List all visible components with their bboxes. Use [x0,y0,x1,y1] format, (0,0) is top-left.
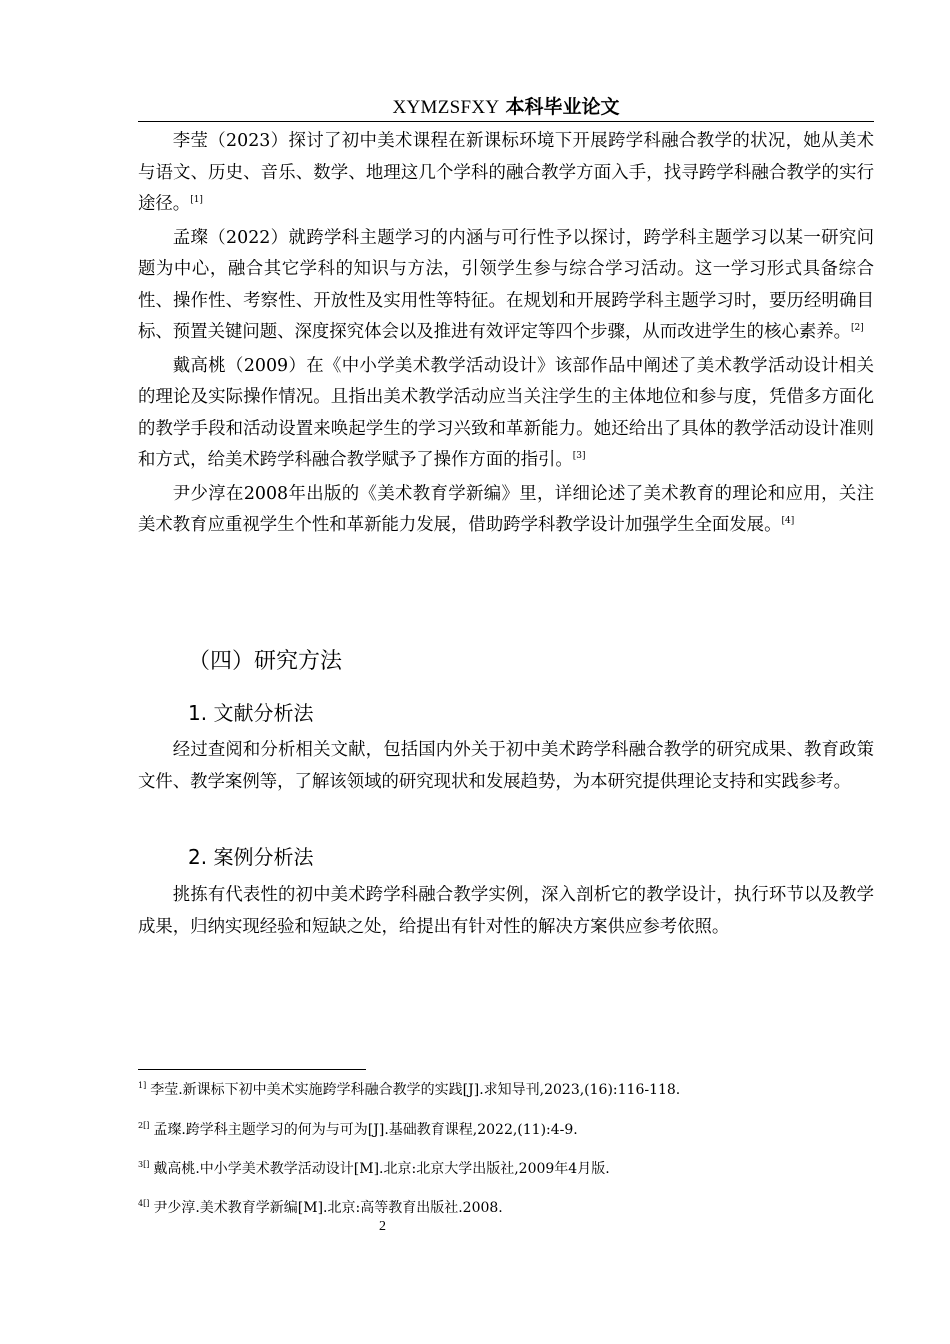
footnote-text: 尹少淳.美术教育学新编[M].北京:高等教育出版社.2008. [153,1200,503,1216]
citation-ref: [1] [190,195,203,206]
footnote-mark: 1] [138,1081,147,1091]
footnote-1 [138,1080,874,1100]
citation-ref: [3] [572,451,586,462]
subsection-heading-1: 1. 文献分析法 [188,701,314,725]
paragraph-text: 孟璨（2022）就跨学科主题学习的内涵与可行性予以探讨，跨学科主题学习以某一研究问题为中心，融合其它学科的知识与方法，引领学生参与综合学习活动。这一学习形式具备综合性、操作性、考察性、开放性及实用性等特征。在规划和开展跨学科主题学习时，要历经明确目标、预置关键问题、深度探究体会以及推进有效评定等四个步骤，从而改进学生的核心素养。 [138,227,874,342]
section-heading: （四）研究方法 [188,649,343,674]
footnote-mark: 4[] [138,1199,150,1209]
subsection-body-2 [138,880,874,943]
page-number: 2 [379,1219,386,1234]
footnote-text: 戴高桃.中小学美术教学活动设计[M].北京:北京大学出版社,2009年4月版. [153,1161,610,1177]
paragraph-text: 李莹（2023）探讨了初中美术课程在新课标环境下开展跨学科融合教学的状况，她从美术与语文、历史、音乐、数学、地理这几个学科的融合教学方面入手，找寻跨学科融合教学的实行途径。 [138,131,874,214]
header-school-code: XYMZSFXY [392,97,500,118]
footnote-2 [138,1120,874,1140]
review-paragraph-4 [138,479,874,542]
citation-ref: [2] [851,323,864,334]
header-title: 本科毕业论文 [505,96,620,118]
paragraph-text: 戴高桃（2009）在《中小学美术教学活动设计》该部作品中阐述了美术教学活动设计相关的理论及实际操作情况。且指出美术教学活动应当关注学生的主体地位和参与度，凭借多方面化的教学手段和活动设置来唤起学生的学习兴致和革新能力。她还给出了具体的教学活动设计准则和方式，给美术跨学科融合教学赋予了操作方面的指引。 [138,355,874,470]
footnote-text: 李莹.新课标下初中美术实施跨学科融合教学的实践[J].求知导刊,2023,(16):116-118. [150,1082,681,1098]
footnote-3 [138,1159,874,1179]
review-paragraph-3 [138,351,874,477]
review-paragraph-2 [138,223,874,349]
footnote-4 [138,1198,874,1218]
citation-ref: [4] [781,516,795,527]
review-paragraph-1 [138,126,874,221]
header-rule [138,121,874,122]
subsection-heading-2: 2. 案例分析法 [188,845,314,869]
subsection-body-1 [138,735,874,798]
method-paragraph-2: 挑拣有代表性的初中美术跨学科融合教学实例，深入剖析它的教学设计，执行环节以及教学成果，归纳实现经验和短缺之处，给提出有针对性的解决方案供应参考依照。 [138,885,874,937]
footnote-rule [138,1069,366,1070]
literature-review [138,126,874,542]
footnote-mark: 3[] [138,1160,150,1170]
footnote-mark: 2[] [138,1121,150,1131]
paragraph-text: 尹少淳在2008年出版的《美术教育学新编》里，详细论述了美术教育的理论和应用，关注美术教育应重视学生个性和革新能力发展，借助跨学科教学设计加强学生全面发展。 [138,483,874,535]
footnote-text: 孟璨.跨学科主题学习的何为与可为[J].基础教育课程,2022,(11):4-9. [153,1122,578,1138]
method-paragraph-1: 经过查阅和分析相关文献，包括国内外关于初中美术跨学科融合教学的研究成果、教育政策文件、教学案例等，了解该领域的研究现状和发展趋势，为本研究提供理论支持和实践参考。 [138,740,874,792]
running-header [138,94,874,121]
